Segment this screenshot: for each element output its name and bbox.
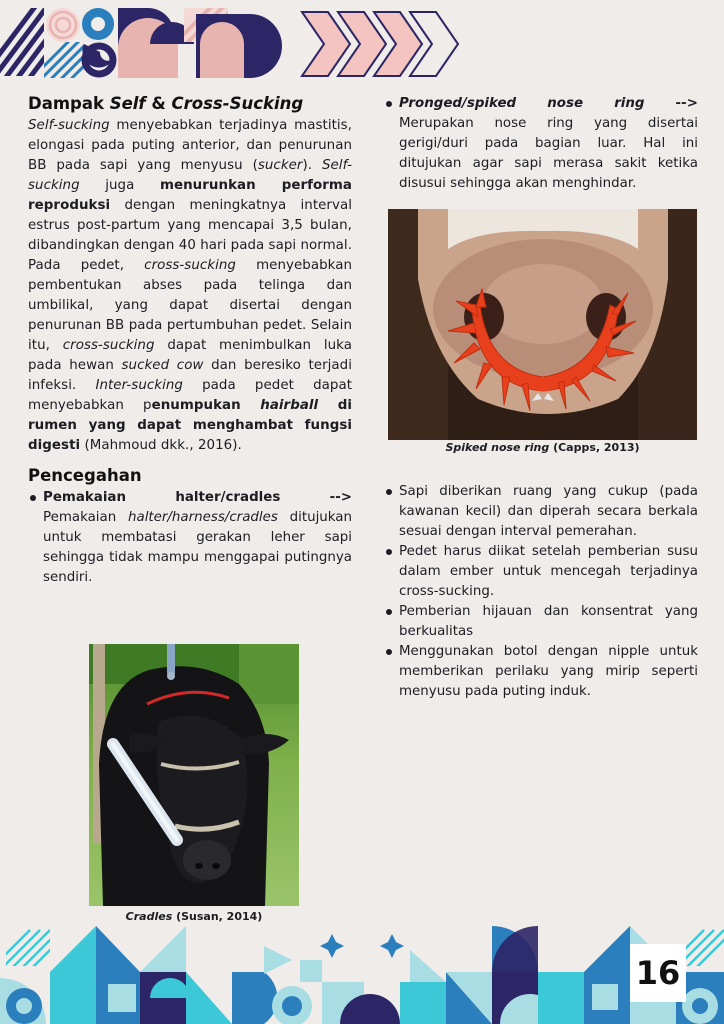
right-column	[384, 94, 698, 194]
list-item: Sapi diberikan ruang yang cukup (pada kawanan kecil) dan diperah secara berkala sesuai dengan interval pemerahan.	[384, 482, 698, 542]
impact-paragraph: Self-sucking menyebabkan terjadinya mastitis, elongasi pada puting anterior, dan penurunan BB pada sapi yang menyusu (sucker). Self-sucking juga menurunkan performa reproduksi dengan meningkatnya interval estrus post-partum yang mencapai 3,5 bulan, dibandingkan dengan 40 hari pada sapi normal. Pada pedet, cross-sucking menyebabkan pembentukan abses pada telinga dan umbilikal, yang dapat disertai dengan penurunan BB pada pertumbuhan pedet. Selain itu, cross-sucking dapat menimbulkan luka pada hewan sucked cow dan beresiko terjadi infeksi. Inter-sucking pada pedet dapat menyebabkan penumpukan hairball di rumen yang dapat menghambat fungsi digesti (Mahmoud dkk., 2016).	[28, 118, 353, 453]
left-column	[28, 94, 352, 588]
impact-heading: Dampak Self & Cross-Sucking	[28, 94, 304, 113]
list-item: Pedet harus diikat setelah pemberian susu dalam ember untuk mencegah terjadinya cross-sucking.	[384, 542, 698, 602]
list-item: Pemberian hijauan dan konsentrat yang berkualitas	[384, 602, 698, 642]
header-decoration	[0, 0, 724, 82]
nose-ring-caption: Spiked nose ring (Capps, 2013)	[445, 441, 640, 454]
halter-item-title: Pemakaian halter/cradles -->	[43, 490, 352, 505]
page-number: 16	[630, 944, 686, 1002]
cradle-photo	[89, 644, 299, 906]
prevention-list	[28, 488, 352, 588]
footer-decoration	[0, 926, 724, 1024]
prevention-heading: Pencegahan	[28, 466, 142, 485]
nose-ring-list	[384, 94, 698, 194]
nose-ring-photo	[388, 209, 697, 440]
list-item: Pemakaian halter/cradles --> Pemakaian halter/harness/cradles ditujukan untuk membatasi gerakan leher sapi sehingga tidak mampu menggapai putingnya sendiri.	[28, 488, 352, 588]
prevention-bullets	[384, 482, 698, 702]
cradle-caption: Cradles (Susan, 2014)	[125, 910, 263, 923]
nose-ring-item-title: Pronged/spiked nose ring -->	[399, 96, 698, 111]
list-item: Pronged/spiked nose ring --> Merupakan nose ring yang disertai gerigi/duri pada bagian luar. Hal ini ditujukan agar sapi merasa sakit ketika disusui sehingga akan menghindar.	[384, 94, 698, 194]
list-item: Menggunakan botol dengan nipple untuk memberikan perilaku yang mirip seperti menyusu pada puting induk.	[384, 642, 698, 702]
